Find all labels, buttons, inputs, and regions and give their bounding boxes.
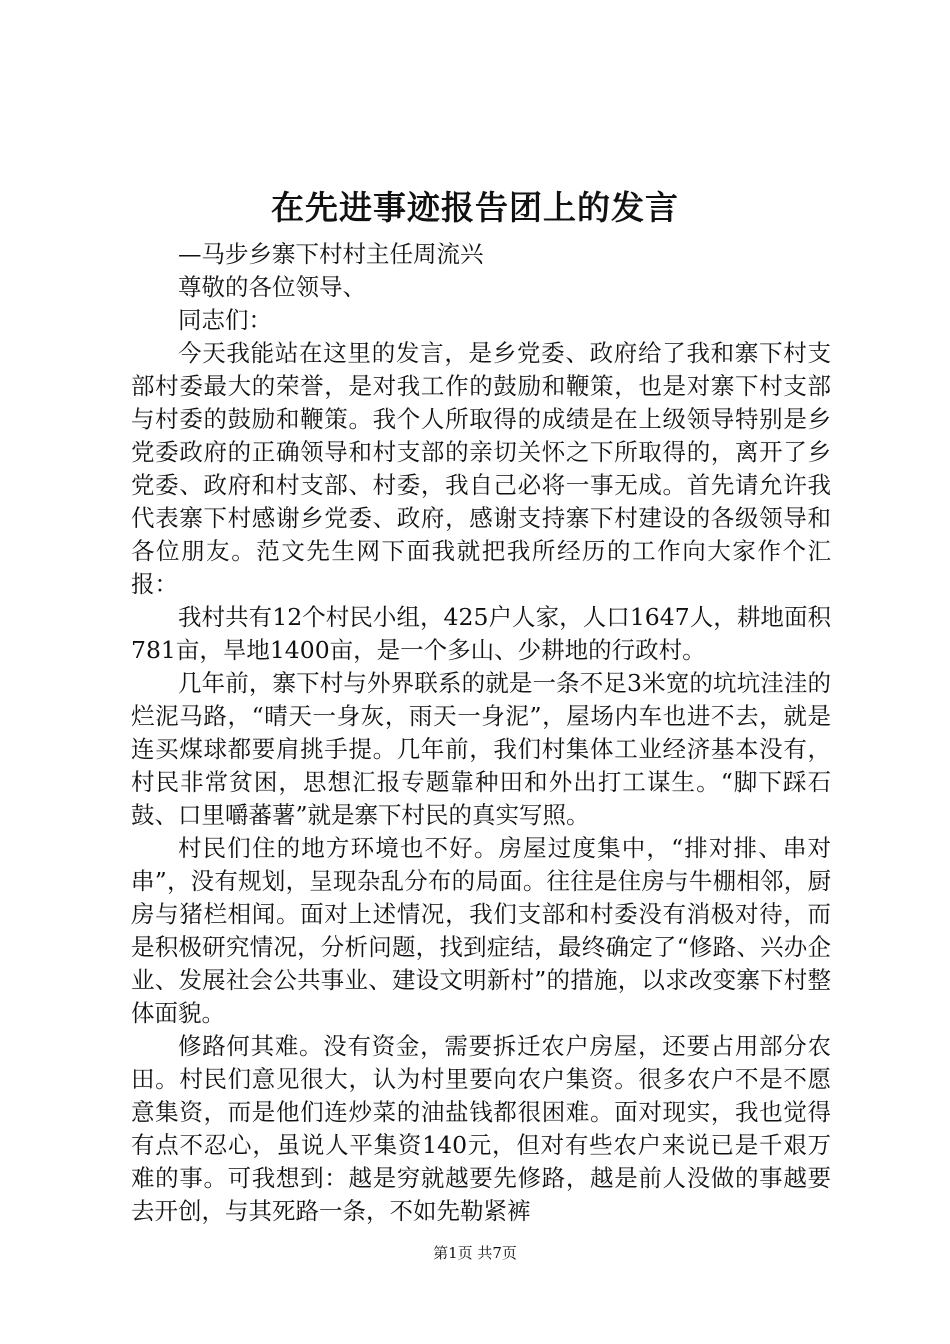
body-paragraph: 几年前，寨下村与外界联系的就是一条不足3米宽的坑坑洼洼的烂泥马路，“晴天一身灰，雨天一身泥”，屋场内车也进不去，就是连买煤球都要肩挑手提。几年前，我们村集体工业经济基本没有，村民非常贫困，思想汇报专题靠种田和外出打工谋生。“脚下踩石鼓、口里嚼蕃薯”就是寨下村民的真实写照。 [131,669,831,829]
body-paragraph: 村民们住的地方环境也不好。房屋过度集中，“排对排、串对串”，没有规划，呈现杂乱分布的局面。往往是住房与牛棚相邻，厨房与猪栏相闻。面对上述情况，我们支部和村委没有消极对待，而是积极研究情况，分析问题，找到症结，最终确定了“修路、兴办企业、发展社会公共事业、建设文明新村”的措施，以求改变寨下村整体面貌。 [131,834,831,1027]
salutation-line: 同志们： [178,306,272,334]
page-number-footer: 第1页 共7页 [433,1244,517,1262]
body-paragraph: 我村共有12个村民小组，425户人家，人口1647人，耕地面积781亩，旱地1400亩，是一个多山、少耕地的行政村。 [131,603,831,664]
salutation-line: 尊敬的各位领导、 [178,273,366,301]
body-paragraph: 修路何其难。没有资金，需要拆迁农户房屋，还要占用部分农田。村民们意见很大，认为村里要向农户集资。很多农户不是不愿意集资，而是他们连炒菜的油盐钱都很困难。面对现实，我也觉得有点不忍心，虽说人平集资140元，但对有些农户来说已是千艰万难的事。可我想到：越是穷就越要先修路，越是前人没做的事越要去开创，与其死路一条，不如先勒紧裤 [131,1032,831,1225]
document-body [131,238,831,1228]
body-paragraph: 今天我能站在这里的发言，是乡党委、政府给了我和寨下村支部村委最大的荣誉，是对我工作的鼓励和鞭策，也是对寨下村支部与村委的鼓励和鞭策。我个人所取得的成绩是在上级领导特别是乡党委政府的正确领导和村支部的亲切关怀之下所取得的，离开了乡党委、政府和村支部、村委，我自己必将一事无成。首先请允许我代表寨下村感谢乡党委、政府，感谢支持寨下村建设的各级领导和各位朋友。范文先生网下面我就把我所经历的工作向大家作个汇报： [131,339,831,598]
document-title: 在先进事迹报告团上的发言 [271,188,679,227]
subtitle-line: —马步乡寨下村村主任周流兴 [178,240,484,268]
